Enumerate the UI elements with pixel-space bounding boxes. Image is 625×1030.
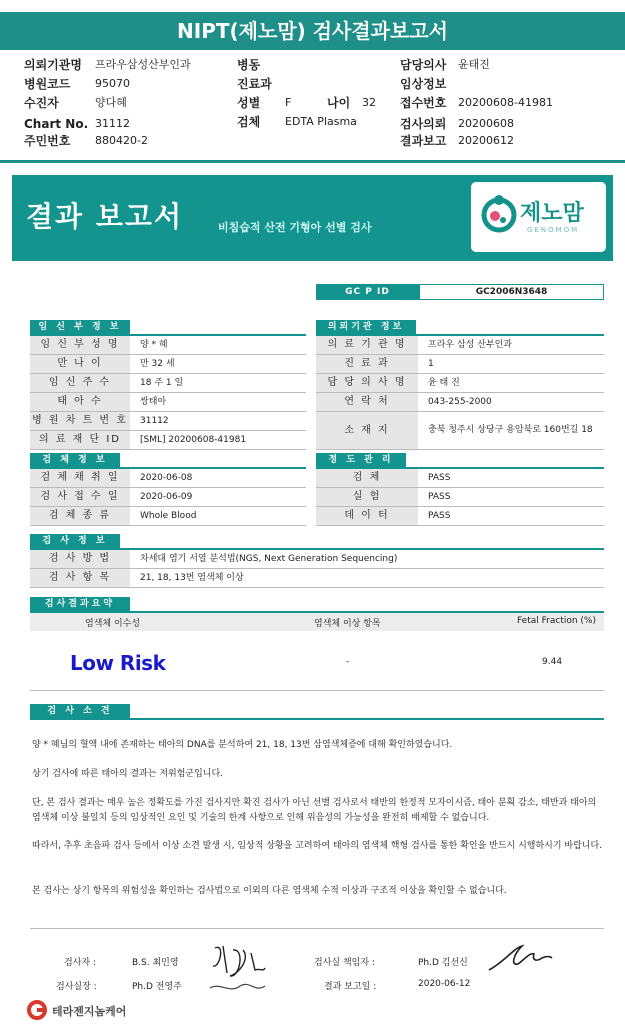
request-label: 검사의뢰 xyxy=(400,117,447,131)
header-divider xyxy=(0,160,625,163)
terragen-logo-icon xyxy=(26,999,48,1021)
lab-head-name: Ph.D 전영주 xyxy=(132,982,182,992)
clinical-label: 임상정보 xyxy=(400,77,447,91)
receipt-value: 20200608-41981 xyxy=(458,96,553,109)
patient-value-3: 쌍태아 xyxy=(140,397,167,407)
rrn-value: 880420-2 xyxy=(95,134,148,147)
institution-label-0: 의 료 기 관 명 xyxy=(316,336,418,354)
receipt-label: 접수번호 xyxy=(400,96,447,110)
institution-value-2: 윤 태 진 xyxy=(428,378,460,388)
logo-text: 제노맘 xyxy=(520,201,584,226)
test_info-label-0: 검 사 방 법 xyxy=(30,550,130,568)
qc-value-2: PASS xyxy=(428,511,451,521)
qc-heading: 정 도 관 리 xyxy=(316,453,406,467)
examiner-name: B.S. 최민영 xyxy=(132,958,179,968)
gcpid-label: GC P ID xyxy=(316,284,419,300)
abnormal-value: - xyxy=(346,657,350,667)
banner-subtitle: 비침습적 산전 기형아 선별 검사 xyxy=(218,221,372,234)
institution-label-1: 진 료 과 xyxy=(316,355,418,373)
specimen_info-row-rule-2 xyxy=(30,525,306,526)
findings-heading: 검 사 소 견 xyxy=(30,704,130,718)
specimen_info-label-1: 검 사 접 수 일 xyxy=(30,488,130,506)
summary-bottom-rule xyxy=(30,690,604,691)
genomom-logo-icon xyxy=(481,192,517,238)
test_info-value-0: 차세대 염기 서열 분석법(NGS, Next Generation Sequencing) xyxy=(140,554,398,564)
report-title: NIPT(제노맘) 검사결과보고서 xyxy=(0,12,625,50)
qc-row-rule-2 xyxy=(316,525,604,526)
examiner-label: 검사자 : xyxy=(64,958,96,968)
test_info-row-rule-1 xyxy=(30,587,604,588)
patient-label-1: 만 나 이 xyxy=(30,355,130,373)
finding-paragraph-4: 따라서, 추후 초음파 검사 등에서 이상 소견 발생 시, 임상적 상황을 고려하여 태아의 염색체 핵형 검사를 통한 확인을 반드시 시행하시기 바랍니다. xyxy=(32,841,603,851)
report-value: 20200612 xyxy=(458,134,514,147)
patient-label-3: 태 아 수 xyxy=(30,393,130,411)
sex-value: F xyxy=(285,96,292,109)
patient-label-2: 임 신 주 수 xyxy=(30,374,130,392)
patient-value-5: [SML] 20200608-41981 xyxy=(140,435,247,445)
qc-label-1: 실 험 xyxy=(316,488,418,506)
test-heading: 검 사 정 보 xyxy=(30,534,120,548)
report-date-label: 결과 보고일 : xyxy=(324,982,377,992)
patient-label-4: 병 원 차 트 번 호 xyxy=(30,412,130,430)
sex-label: 성별 xyxy=(237,96,261,110)
report-label: 결과보고 xyxy=(400,134,447,148)
banner-title: 결과 보고서 xyxy=(26,200,183,233)
risk-result: Low Risk xyxy=(70,651,166,675)
institution-row-rule-4 xyxy=(316,449,604,450)
finding-paragraph-2: 상기 검사에 따른 태아의 결과는 저위험군입니다. xyxy=(32,769,224,779)
age-label: 나이 xyxy=(327,96,351,110)
patient-value-0: 양 * 혜 xyxy=(140,340,168,350)
clinic-value: 프라우삼성산부인과 xyxy=(95,58,191,71)
patient-value-4: 31112 xyxy=(140,416,169,426)
recipient-label: 수진자 xyxy=(24,96,59,110)
code-value: 95070 xyxy=(95,77,130,90)
fetal-fraction-value: 9.44 xyxy=(542,657,563,667)
responsible-signature xyxy=(484,940,554,980)
patient-label-0: 임 신 부 성 명 xyxy=(30,336,130,354)
specimen_info-value-0: 2020-06-08 xyxy=(140,473,193,483)
lab-head-label: 검사실장 : xyxy=(56,982,97,992)
specimen_info-label-0: 검 체 채 취 일 xyxy=(30,469,130,487)
finding-paragraph-3: 단, 본 검사 결과는 매우 높은 정확도를 가진 검사지만 확진 검사가 아닌 선별 검사로서 태반의 한정적 모자이시즘, 태아 분획 감소, 태반과 태아의 염색체 이상 불일치 등의 임상적인 요인 및 기술의 한계 사항으로 인해 위음성의 가능성을 완전히 배제할 수 없습니다. xyxy=(32,798,597,823)
institution-value-3: 043-255-2000 xyxy=(428,397,492,407)
logo-subtext: GENOMOM xyxy=(527,226,580,234)
specimen_info-value-1: 2020-06-09 xyxy=(140,492,193,502)
age-value: 32 xyxy=(362,96,376,109)
rrn-label: 주민번호 xyxy=(24,134,71,148)
dept-label: 진료과 xyxy=(237,77,272,91)
ward-label: 병동 xyxy=(237,58,261,72)
recipient-value: 양다혜 xyxy=(95,96,127,109)
summary-col-abnormal: 염색체 이상 항목 xyxy=(314,619,381,629)
patient-heading: 임 신 부 정 보 xyxy=(30,320,130,334)
report-date-value: 2020-06-12 xyxy=(418,979,471,989)
finding-paragraph-1: 양 * 혜님의 혈액 내에 존재하는 태아의 DNA를 분석하여 21, 18, 13번 삼염색체증에 대해 확인하였습니다. xyxy=(32,740,453,750)
qc-value-1: PASS xyxy=(428,492,451,502)
findings-rule xyxy=(30,718,604,720)
request-value: 20200608 xyxy=(458,117,514,130)
patient-value-1: 만 32 세 xyxy=(140,359,175,369)
qc-label-2: 데 이 터 xyxy=(316,507,418,525)
chart-label: Chart No. xyxy=(24,117,89,131)
institution-value-4: 충북 청주시 상당구 용암북로 160번길 18 xyxy=(428,425,593,435)
gcpid-value: GC2006N3648 xyxy=(419,284,604,300)
footer-logo-text: 테라젠지놈케어 xyxy=(52,1005,127,1018)
institution-label-4: 소 재 지 xyxy=(316,412,418,449)
institution-label-3: 연 락 처 xyxy=(316,393,418,411)
patient-row-rule-5 xyxy=(30,449,306,450)
clinic-label: 의뢰기관명 xyxy=(24,58,82,72)
institution-heading: 의뢰기관 정보 xyxy=(316,320,416,334)
code-label: 병원코드 xyxy=(24,77,71,91)
specimen-label: 검체 xyxy=(237,115,261,129)
examiner-signature xyxy=(205,938,270,998)
institution-value-0: 프라우 삼성 산부인과 xyxy=(428,340,512,350)
specimen-value: EDTA Plasma xyxy=(285,115,357,128)
institution-label-2: 담 당 의 사 명 xyxy=(316,374,418,392)
patient-value-2: 18 주 1 일 xyxy=(140,378,184,388)
summary-col-ff: Fetal Fraction (%) xyxy=(517,616,596,626)
qc-value-0: PASS xyxy=(428,473,451,483)
specimen-heading: 검 체 정 보 xyxy=(30,453,120,467)
doctor-label: 담당의사 xyxy=(400,58,447,72)
patient-label-5: 의 료 재 단 ID xyxy=(30,431,130,449)
responsible-label: 검사실 책임자 : xyxy=(314,958,375,968)
qc-label-0: 검 체 xyxy=(316,469,418,487)
summary-col-aneuploidy: 염색체 이수성 xyxy=(85,619,141,629)
summary-heading: 검사결과요약 xyxy=(30,597,130,611)
test_info-value-1: 21, 18, 13번 염색체 이상 xyxy=(140,573,244,583)
chart-value: 31112 xyxy=(95,117,130,130)
doctor-value: 윤태진 xyxy=(458,58,490,71)
specimen_info-label-2: 검 체 종 류 xyxy=(30,507,130,525)
test_info-label-1: 검 사 항 목 xyxy=(30,569,130,587)
institution-value-1: 1 xyxy=(428,359,434,369)
findings-bottom-rule xyxy=(30,928,604,929)
finding-paragraph-5: 본 검사는 상기 항목의 위험성을 확인하는 검사법으로 이외의 다른 염색체 수적 이상과 구조적 이상을 확인할 수 없습니다. xyxy=(32,886,507,896)
responsible-name: Ph.D 김선신 xyxy=(418,958,468,968)
specimen_info-value-2: Whole Blood xyxy=(140,511,197,521)
